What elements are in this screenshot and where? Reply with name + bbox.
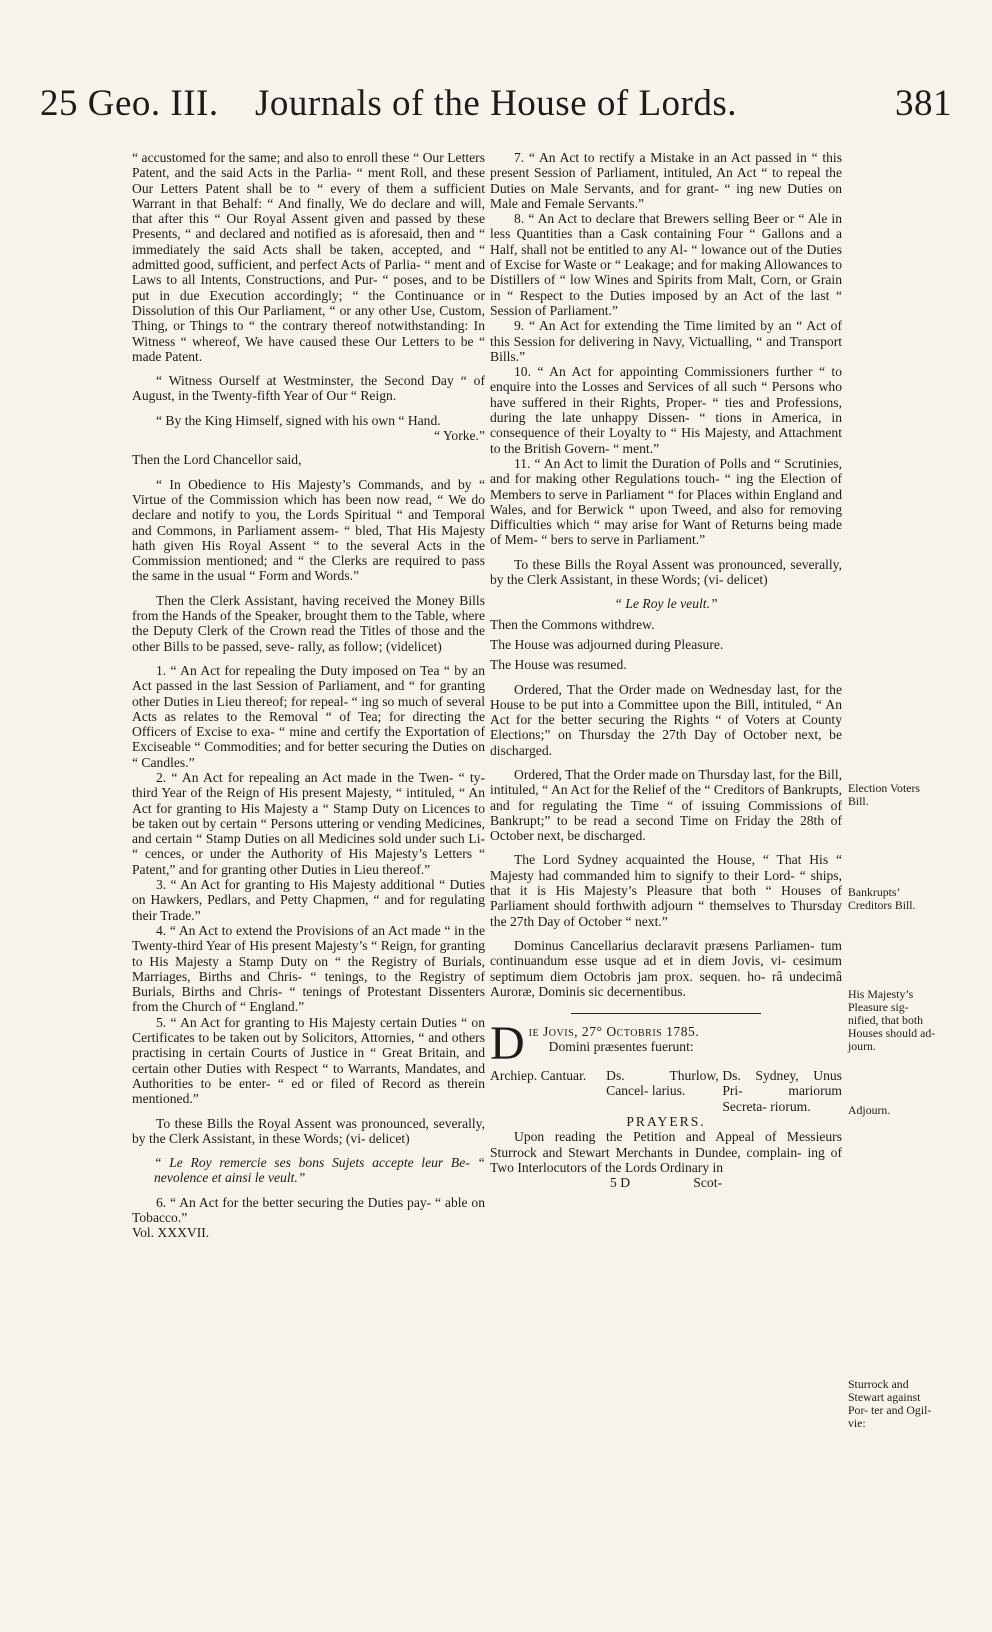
left-column (132, 150, 485, 1241)
clerk-assistant-paragraph: Then the Clerk Assistant, having received the Money Bills from the Hands of the Speaker, brought them to the Table, where the Deputy Clerk of the Crown read the Titles of those and the other Bills to be passed, seve- rally, as follow; (videlicet) (132, 592, 485, 654)
margin-note-adjourn-pleasure: His Majesty’s Pleasure sig- nified, that both Houses should ad- journ. (848, 987, 936, 1053)
yorke-signature: “ Yorke.” (434, 428, 485, 444)
act-item-2: 2. “ An Act for repealing an Act made in the Twen- “ ty-third Year of the Reign of His present Majesty, “ intituled, “ An Act for granting to His Majesty a “ Stamp Duty on Licences to be taken out by certain “ Persons uttering or vending Medicines, and certain “ Stamp Duties on all Medicines sold under such Li- “ cences, or under the Authority of His Majesty’s Letters “ Patent,” and for granting other Duties in Lieu thereof.” (132, 769, 485, 877)
commons-withdrew: Then the Commons withdrew. (490, 616, 655, 632)
margin-note-bankrupts: Bankrupts’ Creditors Bill. (848, 885, 916, 912)
page-number: 381 (895, 83, 952, 124)
act-item-11: 11. “ An Act to limit the Duration of Polls and “ Scrutinies, and for making other Regulations touch- “ ing the Election of Members to serve in Parliament “ for Places within England and Wales, and for Berwick “ upon Tweed, and also for removing Difficulties which “ may arise for Want of Returns being made of Mem- “ bers to serve in Parliament.” (490, 455, 842, 548)
lord-sydney: Ds. Sydney, Unus Pri- mariorum Secreta- riorum. (722, 1068, 842, 1114)
royal-assent-paragraph-2: To these Bills the Royal Assent was pronounced, severally, by the Clerk Assistant, in these Words; (vi- delicet) (490, 556, 842, 588)
margin-note-election: Election Voters Bill. (848, 781, 920, 808)
lords-list (490, 1068, 842, 1114)
act-item-9: 9. “ An Act for extending the Time limited by an “ Act of this Session for delivering in Navy, Victualling, “ and Transport Bills.” (490, 318, 842, 364)
date-heading (490, 1017, 842, 1071)
lords-present: Domini præsentes fuerunt: (548, 1039, 694, 1055)
regnal-year: 25 Geo. III. (40, 83, 219, 124)
latin-adjournment: Dominus Cancellarius declaravit præsens Parliamen- tum continuandum esse usque ad et in diem Jovis, vi- cesimum septimum diem Octobris jam prox. sequen. ho- râ undecimâ Auroræ, Dominis sic decernentibus. (490, 937, 842, 999)
chancellor-speech: “ In Obedience to His Majesty’s Commands, and by “ Virtue of the Commission which has been now read, “ We do declare and notify to you, the Lords Spiritual “ and Temporal and Commons, in Parliament assem- “ bled, That His Majesty hath given His Royal Assent “ to the several Acts in the Commission mentioned; and “ the Clerks are required to pass the same in the usual “ Form and Words.” (132, 476, 485, 584)
sturrock-petition: Upon reading the Petition and Appeal of Messieurs Sturrock and Stewart Merchants in Dundee, complain- ing of Two Interlocutors of the Lords Ordinary in (490, 1129, 842, 1175)
order-election-voters: Ordered, That the Order made on Wednesday last, for the House to be put into a Committee upon the Bill, intituled, “ An Act for the better securing the Rights “ of Voters at County Elections;” on Thursday the 27th Day of October next, be discharged. (490, 681, 842, 758)
lord-thurlow: Ds. Thurlow, Cancel- larius. (606, 1068, 719, 1099)
act-item-7: 7. “ An Act to rectify a Mistake in an Act passed in “ this present Session of Parliament, intituled, An Act “ to repeal the Duties on Male Servants, and for grant- “ ing new Duties on Male and Female Servants.” (490, 150, 842, 211)
signature-mark: 5 D (610, 1175, 631, 1191)
act-item-1: 1. “ An Act for repealing the Duty imposed on Tea “ by an Act passed in the last Session of Parliament, and “ for granting other Duties in Lieu thereof; for repeal- “ ing so much of several Acts as relates to the Removal “ of Tea; for directing the Officers of Excise to exa- “ mine and certify the Exportation of Exciseable “ Commodities; and for better securing the Duties on “ Candles.” (132, 662, 485, 770)
prayers-heading: PRAYERS. (626, 1114, 706, 1130)
lord-archbishop: Archiep. Cantuar. (490, 1068, 587, 1084)
act-item-6: 6. “ An Act for the better securing the Duties pay- “ able on Tobacco.” (132, 1194, 485, 1225)
journal-title: Journals of the House of Lords. (254, 83, 738, 124)
act-item-4: 4. “ An Act to extend the Provisions of an Act made “ in the Twenty-third Year of His present Majesty’s “ Reign, for granting to His Majesty a Stamp Duty on “ the Registry of Burials, Marriages, Births and Chris- “ tenings, to the Registry of Burials, Births and Chris- “ tenings of Protestant Dissenters from the Church of “ England.” (132, 922, 485, 1015)
margin-note-adjourn: Adjourn. (848, 1103, 891, 1117)
act-item-10: 10. “ An Act for appointing Commissioners further “ to enquire into the Losses and Services of all such “ Persons who have suffered in their Rights, Proper- “ ties and Professions, during the late unhappy Dissen- “ tions in America, in consequence of their Loyalty to “ His Majesty, and Attachment to the British Govern- “ ment.” (490, 364, 842, 456)
royal-assent-formula: “ Le Roy remercie ses bons Sujets accepte leur Be- “ nevolence et ainsi le veult.” (154, 1155, 485, 1186)
order-bankrupts: Ordered, That the Order made on Thursday last, for the Bill, intituled, “ An Act for the Relief of the “ Creditors of Bankrupts, and for regulating the Time “ of issuing Commissions of Bankrupt;” to be read a second Time on Friday the 28th of October next, be discharged. (490, 766, 842, 844)
page-header (40, 78, 952, 134)
date-line: ie Jovis, 27° Octobris 1785. (528, 1024, 700, 1040)
le-roy-le-veult: “ Le Roy le veult.” (614, 596, 718, 612)
lord-sydney-paragraph: The Lord Sydney acquainted the House, “ That His “ Majesty had commanded him to signify to their Lord- “ ships, that it is His Majesty’s Pleasure that both “ Houses of Parliament should forthwith adjourn “ themselves to Thursday the 27th Day of October “ next.” (490, 852, 842, 929)
house-resumed: The House was resumed. (490, 657, 627, 673)
section-rule (571, 1013, 761, 1014)
catchword: Scot- (693, 1175, 722, 1191)
lord-chancellor-said: Then the Lord Chancellor said, (132, 452, 302, 468)
margin-note-sturrock: Sturrock and Stewart against Por- ter and Ogil- vie: (848, 1377, 932, 1430)
letters-patent-text: “ accustomed for the same; and also to enroll these “ Our Letters Patent, and the said Acts in the Parlia- “ ment Roll, and these Our Letters Patent shall be to “ every of them a sufficient Warrant in that Behalf: “ And finally, We do declare and will, that after this “ Our Royal Assent given and passed by these Presents, “ and declared and notified as is aforesaid, then and “ immediately the said Acts shall be taken, accepted, and “ admitted good, sufficient, and perfect Acts of Parlia- “ ment and Laws to all Intents, Constructions, and Pur- “ poses, and to be put in due Execution accordingly; “ the Continuance or Dissolution of this Our Parliament, “ or any other Use, Custom, Thing, or Things to “ the contrary thereof notwithstanding: In Witness “ whereof, We have caused these Our Letters to be “ made Patent. (132, 150, 485, 364)
act-item-8: 8. “ An Act to declare that Brewers selling Beer or “ Ale in less Quantities than a Cask containing Four “ Gallons and a Half, shall not be entitled to any Al- “ lowance out of the Duties of Excise for Waste or “ Leakage; and for making Allowances to Distillers of “ low Wines and Spirits from Malt, Corn, or Grain in “ Respect to the Duties imposed by an Act of the last “ Session of Parliament.” (490, 211, 842, 318)
signature-line (490, 1175, 842, 1190)
act-item-3: 3. “ An Act for granting to His Majesty additional “ Duties on Hawkers, Pedlars, and Petty Chapmen, “ and for regulating their Trade.” (132, 877, 485, 923)
house-adjourned: The House was adjourned during Pleasure. (490, 636, 724, 652)
act-item-5: 5. “ An Act for granting to His Majesty certain Duties “ on Certificates to be taken out by Solicitors, Attornies, “ and others practising in certain Courts of Justice in “ Great Britain, and certain other Duties with Respect “ to Warrants, Mandates, and Authorities to be enter- “ ed or filed of Record as therein mentioned.” (132, 1014, 485, 1107)
right-column (490, 150, 842, 1191)
king-signature-clause: “ By the King Himself, signed with his own “ Hand. “ Yorke.” (156, 412, 485, 444)
royal-assent-paragraph: To these Bills the Royal Assent was pronounced, severally, by the Clerk Assistant, in these Words; (vi- delicet) (132, 1115, 485, 1146)
volume-footer: Vol. XXXVII. (132, 1225, 210, 1241)
witness-clause: “ Witness Ourself at Westminster, the Second Day “ of August, in the Twenty-fifth Year of Our “ Reign. (132, 373, 485, 404)
drop-cap: D (490, 1017, 525, 1071)
